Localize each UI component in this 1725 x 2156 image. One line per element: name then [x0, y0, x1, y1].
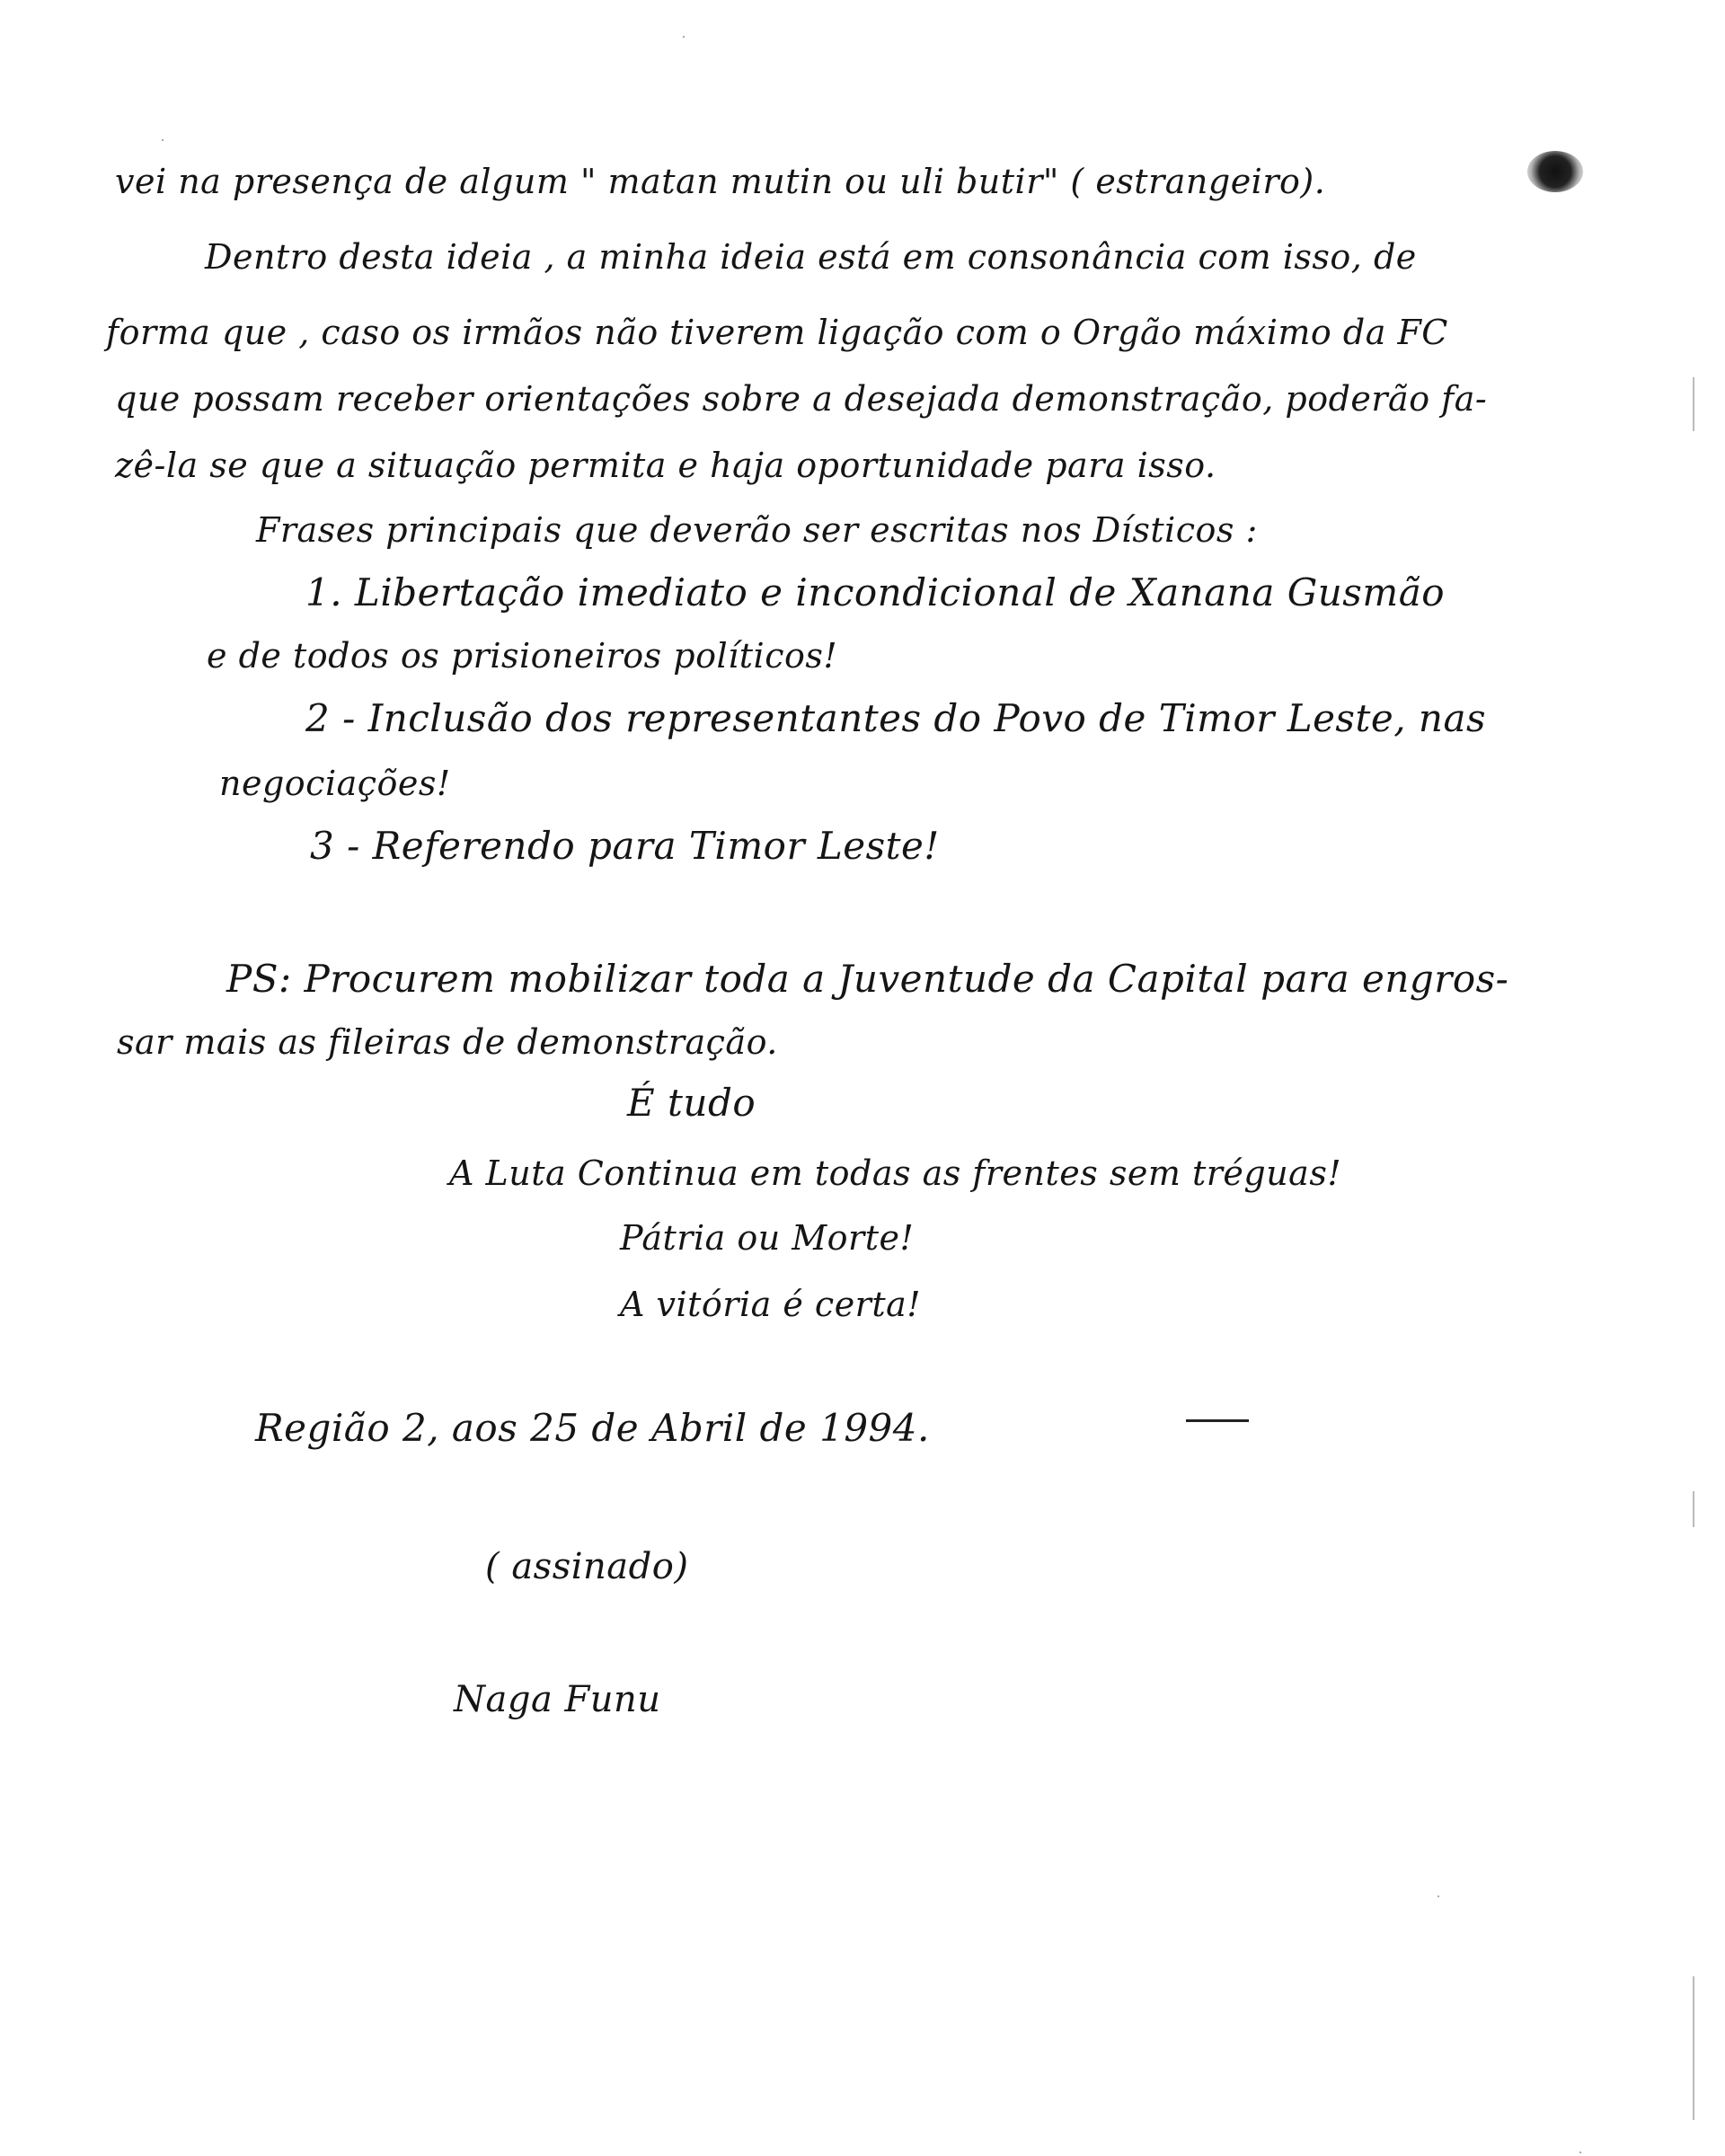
- text-line-3: forma que , caso os irmãos não tiverem ligação com o Orgão máximo da FC: [106, 313, 1448, 352]
- assinado-label: ( assinado): [485, 1546, 689, 1587]
- signature-name: Naga Funu: [454, 1679, 661, 1720]
- scan-edge-mark: [1693, 377, 1694, 431]
- scan-speck: [683, 36, 685, 38]
- scan-speck: [1579, 2152, 1581, 2153]
- demand-3: 3 - Referendo para Timor Leste!: [310, 824, 940, 868]
- scan-speck: [1438, 1895, 1439, 1897]
- text-line-6: Frases principais que deverão ser escritas nos Dísticos :: [256, 510, 1258, 550]
- ps-line-1: PS: Procurem mobilizar toda a Juventude da Capital para engros-: [226, 957, 1509, 1001]
- scan-edge-mark: [1693, 1491, 1694, 1527]
- ink-blot: [1527, 151, 1583, 192]
- text-line-2: Dentro desta ideia , a minha ideia está em consonância com isso, de: [205, 237, 1417, 277]
- text-line-5: zê-la se que a situação permita e haja oportunidade para isso.: [115, 446, 1216, 485]
- demand-2: 2 - Inclusão dos representantes do Povo de Timor Leste, nas: [305, 696, 1487, 740]
- closing-e-tudo: É tudo: [627, 1081, 756, 1125]
- slogan-patria: Pátria ou Morte!: [620, 1218, 915, 1258]
- ps-line-2: sar mais as fileiras de demonstração.: [117, 1022, 778, 1062]
- text-line-4: que possam receber orientações sobre a desejada demonstração, poderão fa-: [115, 379, 1488, 419]
- slogan-vitoria: A vitória é certa!: [620, 1285, 922, 1324]
- scan-speck: [162, 139, 164, 141]
- slogan-luta: A Luta Continua em todas as frentes sem tréguas!: [449, 1153, 1342, 1193]
- demand-1-cont: e de todos os prisioneiros políticos!: [207, 636, 838, 676]
- place-date: Região 2, aos 25 de Abril de 1994.: [255, 1406, 930, 1450]
- scan-edge-mark: [1693, 1976, 1694, 2120]
- demand-2-cont: negociações!: [219, 764, 451, 803]
- demand-1: 1. Libertação imediato e incondicional de Xanana Gusmão: [305, 570, 1446, 614]
- date-underline: [1186, 1419, 1249, 1422]
- text-line-1: vei na presença de algum " matan mutin ou uli butir" ( estrangeiro).: [115, 162, 1326, 201]
